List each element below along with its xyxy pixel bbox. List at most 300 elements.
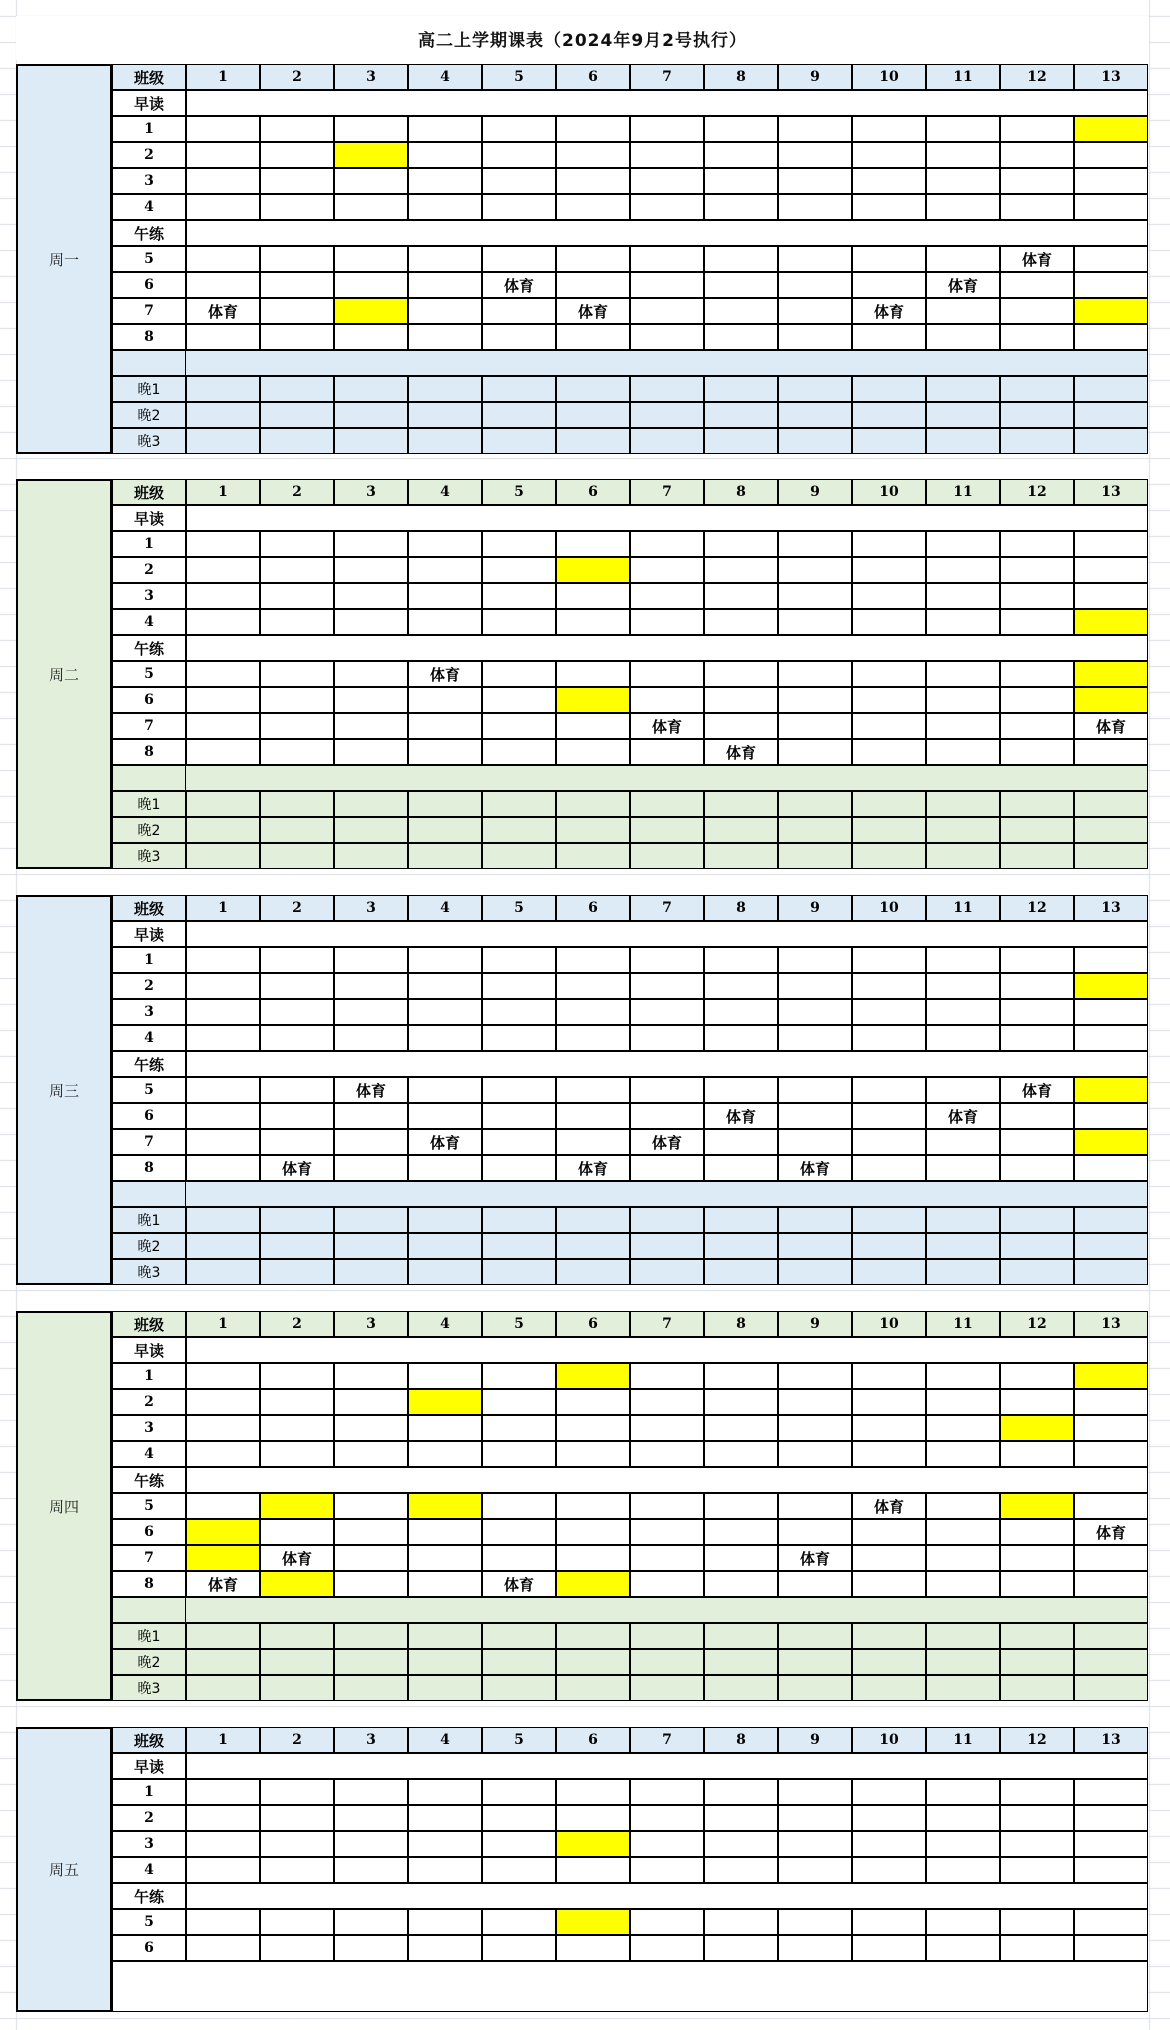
evening-cell[interactable]: [482, 843, 556, 869]
timetable-cell[interactable]: [482, 1363, 556, 1389]
timetable-cell[interactable]: [704, 531, 778, 557]
timetable-cell[interactable]: [778, 1415, 852, 1441]
timetable-cell[interactable]: [334, 557, 408, 583]
timetable-cell[interactable]: [408, 1571, 482, 1597]
timetable-cell[interactable]: [1000, 531, 1074, 557]
timetable-cell[interactable]: [1074, 1389, 1148, 1415]
evening-cell[interactable]: [334, 843, 408, 869]
timetable-cell[interactable]: [260, 973, 334, 999]
evening-cell[interactable]: [260, 402, 334, 428]
timetable-cell[interactable]: [186, 947, 260, 973]
evening-cell[interactable]: [630, 1649, 704, 1675]
merged-row[interactable]: [186, 220, 1148, 246]
timetable-cell[interactable]: [926, 687, 1000, 713]
timetable-cell[interactable]: [482, 1025, 556, 1051]
timetable-cell[interactable]: [260, 272, 334, 298]
timetable-cell[interactable]: [926, 116, 1000, 142]
timetable-cell[interactable]: [556, 1805, 630, 1831]
timetable-cell[interactable]: [260, 1025, 334, 1051]
timetable-cell[interactable]: [778, 272, 852, 298]
timetable-cell[interactable]: [852, 1077, 926, 1103]
timetable-cell[interactable]: [408, 272, 482, 298]
highlighted-cell[interactable]: [1000, 1493, 1074, 1519]
timetable-cell[interactable]: [704, 1935, 778, 1961]
timetable-cell[interactable]: [926, 1415, 1000, 1441]
timetable-cell[interactable]: [630, 1779, 704, 1805]
timetable-cell[interactable]: [408, 1155, 482, 1181]
timetable-cell[interactable]: [1074, 583, 1148, 609]
timetable-cell[interactable]: [926, 1805, 1000, 1831]
evening-cell[interactable]: [1074, 817, 1148, 843]
timetable-cell[interactable]: [704, 557, 778, 583]
timetable-cell[interactable]: [778, 116, 852, 142]
timetable-cell[interactable]: [408, 1415, 482, 1441]
timetable-cell[interactable]: [186, 687, 260, 713]
timetable-cell[interactable]: [186, 1155, 260, 1181]
timetable-cell[interactable]: [926, 1025, 1000, 1051]
timetable-cell[interactable]: [1074, 1415, 1148, 1441]
timetable-cell[interactable]: [186, 1441, 260, 1467]
pe-cell[interactable]: 体育: [186, 298, 260, 324]
timetable-cell[interactable]: [186, 272, 260, 298]
timetable-cell[interactable]: [630, 661, 704, 687]
timetable-cell[interactable]: [1000, 661, 1074, 687]
evening-cell[interactable]: [1074, 1207, 1148, 1233]
timetable-cell[interactable]: [926, 298, 1000, 324]
timetable-cell[interactable]: [334, 194, 408, 220]
evening-cell[interactable]: [1074, 428, 1148, 454]
timetable-cell[interactable]: [1074, 1155, 1148, 1181]
timetable-cell[interactable]: [630, 116, 704, 142]
evening-cell[interactable]: [852, 1207, 926, 1233]
timetable-cell[interactable]: [556, 713, 630, 739]
timetable-cell[interactable]: [926, 973, 1000, 999]
timetable-cell[interactable]: [926, 999, 1000, 1025]
timetable-cell[interactable]: [852, 1519, 926, 1545]
timetable-cell[interactable]: [482, 531, 556, 557]
timetable-cell[interactable]: [482, 583, 556, 609]
timetable-cell[interactable]: [186, 194, 260, 220]
pe-cell[interactable]: 体育: [778, 1155, 852, 1181]
evening-cell[interactable]: [260, 428, 334, 454]
evening-cell[interactable]: [482, 1233, 556, 1259]
merged-row[interactable]: [186, 505, 1148, 531]
timetable-cell[interactable]: [482, 1831, 556, 1857]
timetable-cell[interactable]: [186, 1935, 260, 1961]
timetable-cell[interactable]: [1074, 272, 1148, 298]
evening-cell[interactable]: [186, 791, 260, 817]
evening-cell[interactable]: [556, 1623, 630, 1649]
evening-cell[interactable]: [408, 817, 482, 843]
evening-cell[interactable]: [186, 428, 260, 454]
timetable-cell[interactable]: [778, 324, 852, 350]
timetable-cell[interactable]: [778, 999, 852, 1025]
evening-cell[interactable]: [260, 1649, 334, 1675]
pe-cell[interactable]: 体育: [704, 739, 778, 765]
timetable-cell[interactable]: [186, 661, 260, 687]
timetable-cell[interactable]: [556, 246, 630, 272]
timetable-cell[interactable]: [408, 999, 482, 1025]
timetable-cell[interactable]: [408, 973, 482, 999]
timetable-cell[interactable]: [852, 116, 926, 142]
timetable-cell[interactable]: [260, 583, 334, 609]
evening-cell[interactable]: [1074, 1259, 1148, 1285]
timetable-cell[interactable]: [704, 1493, 778, 1519]
timetable-cell[interactable]: [926, 609, 1000, 635]
timetable-cell[interactable]: [852, 609, 926, 635]
timetable-cell[interactable]: [852, 194, 926, 220]
timetable-cell[interactable]: [704, 583, 778, 609]
timetable-cell[interactable]: [630, 194, 704, 220]
timetable-cell[interactable]: [926, 1831, 1000, 1857]
timetable-cell[interactable]: [852, 739, 926, 765]
timetable-cell[interactable]: [852, 687, 926, 713]
timetable-cell[interactable]: [186, 1077, 260, 1103]
timetable-cell[interactable]: [556, 609, 630, 635]
timetable-cell[interactable]: [630, 1077, 704, 1103]
timetable-cell[interactable]: [704, 1363, 778, 1389]
timetable-cell[interactable]: [1000, 583, 1074, 609]
timetable-cell[interactable]: [704, 272, 778, 298]
timetable-cell[interactable]: [556, 116, 630, 142]
timetable-cell[interactable]: [630, 1857, 704, 1883]
merged-row[interactable]: [186, 1467, 1148, 1493]
timetable-cell[interactable]: [186, 246, 260, 272]
evening-cell[interactable]: [260, 817, 334, 843]
timetable-cell[interactable]: [778, 973, 852, 999]
timetable-cell[interactable]: [334, 1415, 408, 1441]
timetable-cell[interactable]: [556, 1493, 630, 1519]
evening-cell[interactable]: [630, 1623, 704, 1649]
highlighted-cell[interactable]: [1074, 1363, 1148, 1389]
evening-cell[interactable]: [852, 791, 926, 817]
evening-cell[interactable]: [778, 1207, 852, 1233]
timetable-cell[interactable]: [408, 1077, 482, 1103]
evening-cell[interactable]: [408, 1207, 482, 1233]
timetable-cell[interactable]: [1000, 194, 1074, 220]
evening-cell[interactable]: [408, 1675, 482, 1701]
timetable-cell[interactable]: [704, 298, 778, 324]
timetable-cell[interactable]: [1000, 1909, 1074, 1935]
timetable-cell[interactable]: [1000, 272, 1074, 298]
evening-cell[interactable]: [186, 843, 260, 869]
evening-cell[interactable]: [556, 817, 630, 843]
evening-cell[interactable]: [1000, 1649, 1074, 1675]
timetable-cell[interactable]: [260, 1519, 334, 1545]
evening-cell[interactable]: [926, 402, 1000, 428]
timetable-cell[interactable]: [1074, 557, 1148, 583]
timetable-cell[interactable]: [260, 999, 334, 1025]
pe-cell[interactable]: 体育: [1074, 1519, 1148, 1545]
evening-cell[interactable]: [482, 1207, 556, 1233]
timetable-cell[interactable]: [408, 1519, 482, 1545]
timetable-cell[interactable]: [704, 1857, 778, 1883]
timetable-cell[interactable]: [1074, 739, 1148, 765]
timetable-cell[interactable]: [186, 1389, 260, 1415]
pe-cell[interactable]: 体育: [704, 1103, 778, 1129]
evening-cell[interactable]: [556, 402, 630, 428]
timetable-cell[interactable]: [408, 1779, 482, 1805]
timetable-cell[interactable]: [778, 947, 852, 973]
timetable-cell[interactable]: [334, 1831, 408, 1857]
evening-cell[interactable]: [630, 843, 704, 869]
timetable-cell[interactable]: [482, 246, 556, 272]
timetable-cell[interactable]: [186, 1103, 260, 1129]
timetable-cell[interactable]: [260, 1103, 334, 1129]
timetable-cell[interactable]: [186, 1415, 260, 1441]
timetable-cell[interactable]: [334, 1779, 408, 1805]
evening-cell[interactable]: [260, 1207, 334, 1233]
evening-cell[interactable]: [556, 1259, 630, 1285]
evening-cell[interactable]: [704, 402, 778, 428]
evening-cell[interactable]: [186, 402, 260, 428]
highlighted-cell[interactable]: [408, 1493, 482, 1519]
timetable-cell[interactable]: [852, 999, 926, 1025]
timetable-cell[interactable]: [1074, 1805, 1148, 1831]
timetable-cell[interactable]: [408, 1441, 482, 1467]
timetable-cell[interactable]: [630, 142, 704, 168]
timetable-cell[interactable]: [260, 1129, 334, 1155]
evening-cell[interactable]: [778, 791, 852, 817]
timetable-cell[interactable]: [926, 1571, 1000, 1597]
timetable-cell[interactable]: [704, 947, 778, 973]
evening-cell[interactable]: [482, 1259, 556, 1285]
timetable-cell[interactable]: [630, 298, 704, 324]
timetable-cell[interactable]: [260, 713, 334, 739]
pe-cell[interactable]: 体育: [852, 298, 926, 324]
timetable-cell[interactable]: [408, 531, 482, 557]
timetable-cell[interactable]: [556, 531, 630, 557]
timetable-cell[interactable]: [778, 1831, 852, 1857]
evening-cell[interactable]: [630, 1675, 704, 1701]
timetable-cell[interactable]: [778, 1389, 852, 1415]
evening-cell[interactable]: [556, 1675, 630, 1701]
timetable-cell[interactable]: [556, 1415, 630, 1441]
timetable-cell[interactable]: [778, 1571, 852, 1597]
evening-cell[interactable]: [704, 1675, 778, 1701]
timetable-cell[interactable]: [334, 1025, 408, 1051]
timetable-cell[interactable]: [1000, 1155, 1074, 1181]
evening-cell[interactable]: [630, 428, 704, 454]
timetable-cell[interactable]: [482, 116, 556, 142]
merged-row[interactable]: [186, 90, 1148, 116]
timetable-cell[interactable]: [1074, 999, 1148, 1025]
evening-cell[interactable]: [260, 843, 334, 869]
timetable-cell[interactable]: [1000, 1389, 1074, 1415]
evening-cell[interactable]: [630, 1233, 704, 1259]
timetable-cell[interactable]: [852, 1779, 926, 1805]
timetable-cell[interactable]: [926, 947, 1000, 973]
highlighted-cell[interactable]: [556, 1831, 630, 1857]
timetable-cell[interactable]: [556, 1389, 630, 1415]
timetable-cell[interactable]: [852, 1103, 926, 1129]
evening-cell[interactable]: [926, 843, 1000, 869]
evening-cell[interactable]: [260, 1233, 334, 1259]
timetable-cell[interactable]: [630, 1389, 704, 1415]
evening-cell[interactable]: [1000, 817, 1074, 843]
timetable-cell[interactable]: [260, 142, 334, 168]
timetable-cell[interactable]: [482, 1779, 556, 1805]
timetable-cell[interactable]: [1000, 1831, 1074, 1857]
highlighted-cell[interactable]: [556, 557, 630, 583]
pe-cell[interactable]: 体育: [630, 1129, 704, 1155]
timetable-cell[interactable]: [926, 557, 1000, 583]
timetable-cell[interactable]: [1074, 531, 1148, 557]
pe-cell[interactable]: 体育: [630, 713, 704, 739]
timetable-cell[interactable]: [556, 583, 630, 609]
highlighted-cell[interactable]: [1074, 1129, 1148, 1155]
evening-cell[interactable]: [778, 1623, 852, 1649]
timetable-cell[interactable]: [260, 1935, 334, 1961]
timetable-cell[interactable]: [334, 739, 408, 765]
evening-cell[interactable]: [852, 1649, 926, 1675]
timetable-cell[interactable]: [482, 687, 556, 713]
timetable-cell[interactable]: [260, 1831, 334, 1857]
timetable-cell[interactable]: [260, 1805, 334, 1831]
timetable-cell[interactable]: [186, 1857, 260, 1883]
timetable-cell[interactable]: [1074, 142, 1148, 168]
pe-cell[interactable]: 体育: [556, 1155, 630, 1181]
timetable-cell[interactable]: [334, 1909, 408, 1935]
timetable-cell[interactable]: [852, 168, 926, 194]
timetable-cell[interactable]: [556, 142, 630, 168]
pe-cell[interactable]: 体育: [408, 1129, 482, 1155]
evening-cell[interactable]: [1000, 791, 1074, 817]
timetable-cell[interactable]: [778, 194, 852, 220]
timetable-cell[interactable]: [482, 661, 556, 687]
timetable-cell[interactable]: [778, 609, 852, 635]
timetable-cell[interactable]: [1000, 687, 1074, 713]
timetable-cell[interactable]: [482, 999, 556, 1025]
highlighted-cell[interactable]: [1000, 1415, 1074, 1441]
timetable-cell[interactable]: [482, 1805, 556, 1831]
timetable-cell[interactable]: [408, 739, 482, 765]
timetable-cell[interactable]: [630, 947, 704, 973]
evening-cell[interactable]: [482, 1675, 556, 1701]
timetable-cell[interactable]: [334, 1857, 408, 1883]
timetable-cell[interactable]: [852, 1389, 926, 1415]
evening-cell[interactable]: [630, 1207, 704, 1233]
timetable-cell[interactable]: [630, 999, 704, 1025]
timetable-cell[interactable]: [778, 168, 852, 194]
timetable-cell[interactable]: [482, 1935, 556, 1961]
highlighted-cell[interactable]: [186, 1519, 260, 1545]
evening-cell[interactable]: [482, 1623, 556, 1649]
evening-cell[interactable]: [556, 376, 630, 402]
timetable-cell[interactable]: [556, 1935, 630, 1961]
evening-cell[interactable]: [704, 843, 778, 869]
timetable-cell[interactable]: [334, 1441, 408, 1467]
timetable-cell[interactable]: [408, 713, 482, 739]
timetable-cell[interactable]: [778, 1935, 852, 1961]
timetable-cell[interactable]: [334, 1103, 408, 1129]
timetable-cell[interactable]: [852, 661, 926, 687]
timetable-cell[interactable]: [852, 1909, 926, 1935]
timetable-cell[interactable]: [186, 739, 260, 765]
timetable-cell[interactable]: [1000, 999, 1074, 1025]
timetable-cell[interactable]: [852, 947, 926, 973]
timetable-cell[interactable]: [852, 1363, 926, 1389]
highlighted-cell[interactable]: [260, 1571, 334, 1597]
timetable-cell[interactable]: [1000, 1935, 1074, 1961]
merged-row[interactable]: [186, 1883, 1148, 1909]
timetable-cell[interactable]: [630, 1519, 704, 1545]
timetable-cell[interactable]: [630, 1155, 704, 1181]
timetable-cell[interactable]: [556, 999, 630, 1025]
timetable-cell[interactable]: [1074, 1571, 1148, 1597]
evening-cell[interactable]: [334, 1649, 408, 1675]
pe-cell[interactable]: 体育: [260, 1155, 334, 1181]
timetable-cell[interactable]: [1000, 1363, 1074, 1389]
timetable-cell[interactable]: [260, 1909, 334, 1935]
timetable-cell[interactable]: [1074, 1831, 1148, 1857]
timetable-cell[interactable]: [186, 1909, 260, 1935]
timetable-cell[interactable]: [408, 1103, 482, 1129]
timetable-cell[interactable]: [704, 168, 778, 194]
evening-cell[interactable]: [334, 1233, 408, 1259]
highlighted-cell[interactable]: [1074, 609, 1148, 635]
evening-cell[interactable]: [334, 1259, 408, 1285]
timetable-cell[interactable]: [1000, 609, 1074, 635]
timetable-cell[interactable]: [186, 713, 260, 739]
timetable-cell[interactable]: [186, 142, 260, 168]
evening-cell[interactable]: [1074, 1649, 1148, 1675]
evening-cell[interactable]: [260, 1675, 334, 1701]
merged-row[interactable]: [186, 1753, 1148, 1779]
timetable-cell[interactable]: [852, 1935, 926, 1961]
evening-cell[interactable]: [704, 817, 778, 843]
evening-cell[interactable]: [630, 402, 704, 428]
timetable-cell[interactable]: [1074, 1545, 1148, 1571]
evening-cell[interactable]: [408, 843, 482, 869]
timetable-cell[interactable]: [334, 1389, 408, 1415]
timetable-cell[interactable]: [334, 583, 408, 609]
evening-cell[interactable]: [1074, 843, 1148, 869]
evening-cell[interactable]: [1074, 1623, 1148, 1649]
timetable-cell[interactable]: [1074, 1441, 1148, 1467]
timetable-cell[interactable]: [852, 1571, 926, 1597]
timetable-cell[interactable]: [926, 142, 1000, 168]
timetable-cell[interactable]: [704, 1025, 778, 1051]
timetable-cell[interactable]: [704, 1155, 778, 1181]
timetable-cell[interactable]: [556, 1103, 630, 1129]
timetable-cell[interactable]: [556, 1025, 630, 1051]
pe-cell[interactable]: 体育: [482, 1571, 556, 1597]
timetable-cell[interactable]: [630, 1805, 704, 1831]
evening-cell[interactable]: [1000, 376, 1074, 402]
timetable-cell[interactable]: [408, 947, 482, 973]
timetable-cell[interactable]: [926, 1545, 1000, 1571]
evening-cell[interactable]: [186, 1259, 260, 1285]
timetable-cell[interactable]: [186, 1831, 260, 1857]
timetable-cell[interactable]: [852, 1805, 926, 1831]
timetable-cell[interactable]: [186, 1805, 260, 1831]
timetable-cell[interactable]: [704, 973, 778, 999]
timetable-cell[interactable]: [556, 661, 630, 687]
timetable-cell[interactable]: [260, 298, 334, 324]
timetable-cell[interactable]: [630, 973, 704, 999]
timetable-cell[interactable]: [482, 973, 556, 999]
timetable-cell[interactable]: [334, 324, 408, 350]
evening-cell[interactable]: [408, 1259, 482, 1285]
timetable-cell[interactable]: [556, 1857, 630, 1883]
timetable-cell[interactable]: [1000, 557, 1074, 583]
evening-cell[interactable]: [186, 1233, 260, 1259]
timetable-cell[interactable]: [704, 116, 778, 142]
evening-cell[interactable]: [408, 1649, 482, 1675]
timetable-cell[interactable]: [778, 583, 852, 609]
merged-row[interactable]: [186, 921, 1148, 947]
